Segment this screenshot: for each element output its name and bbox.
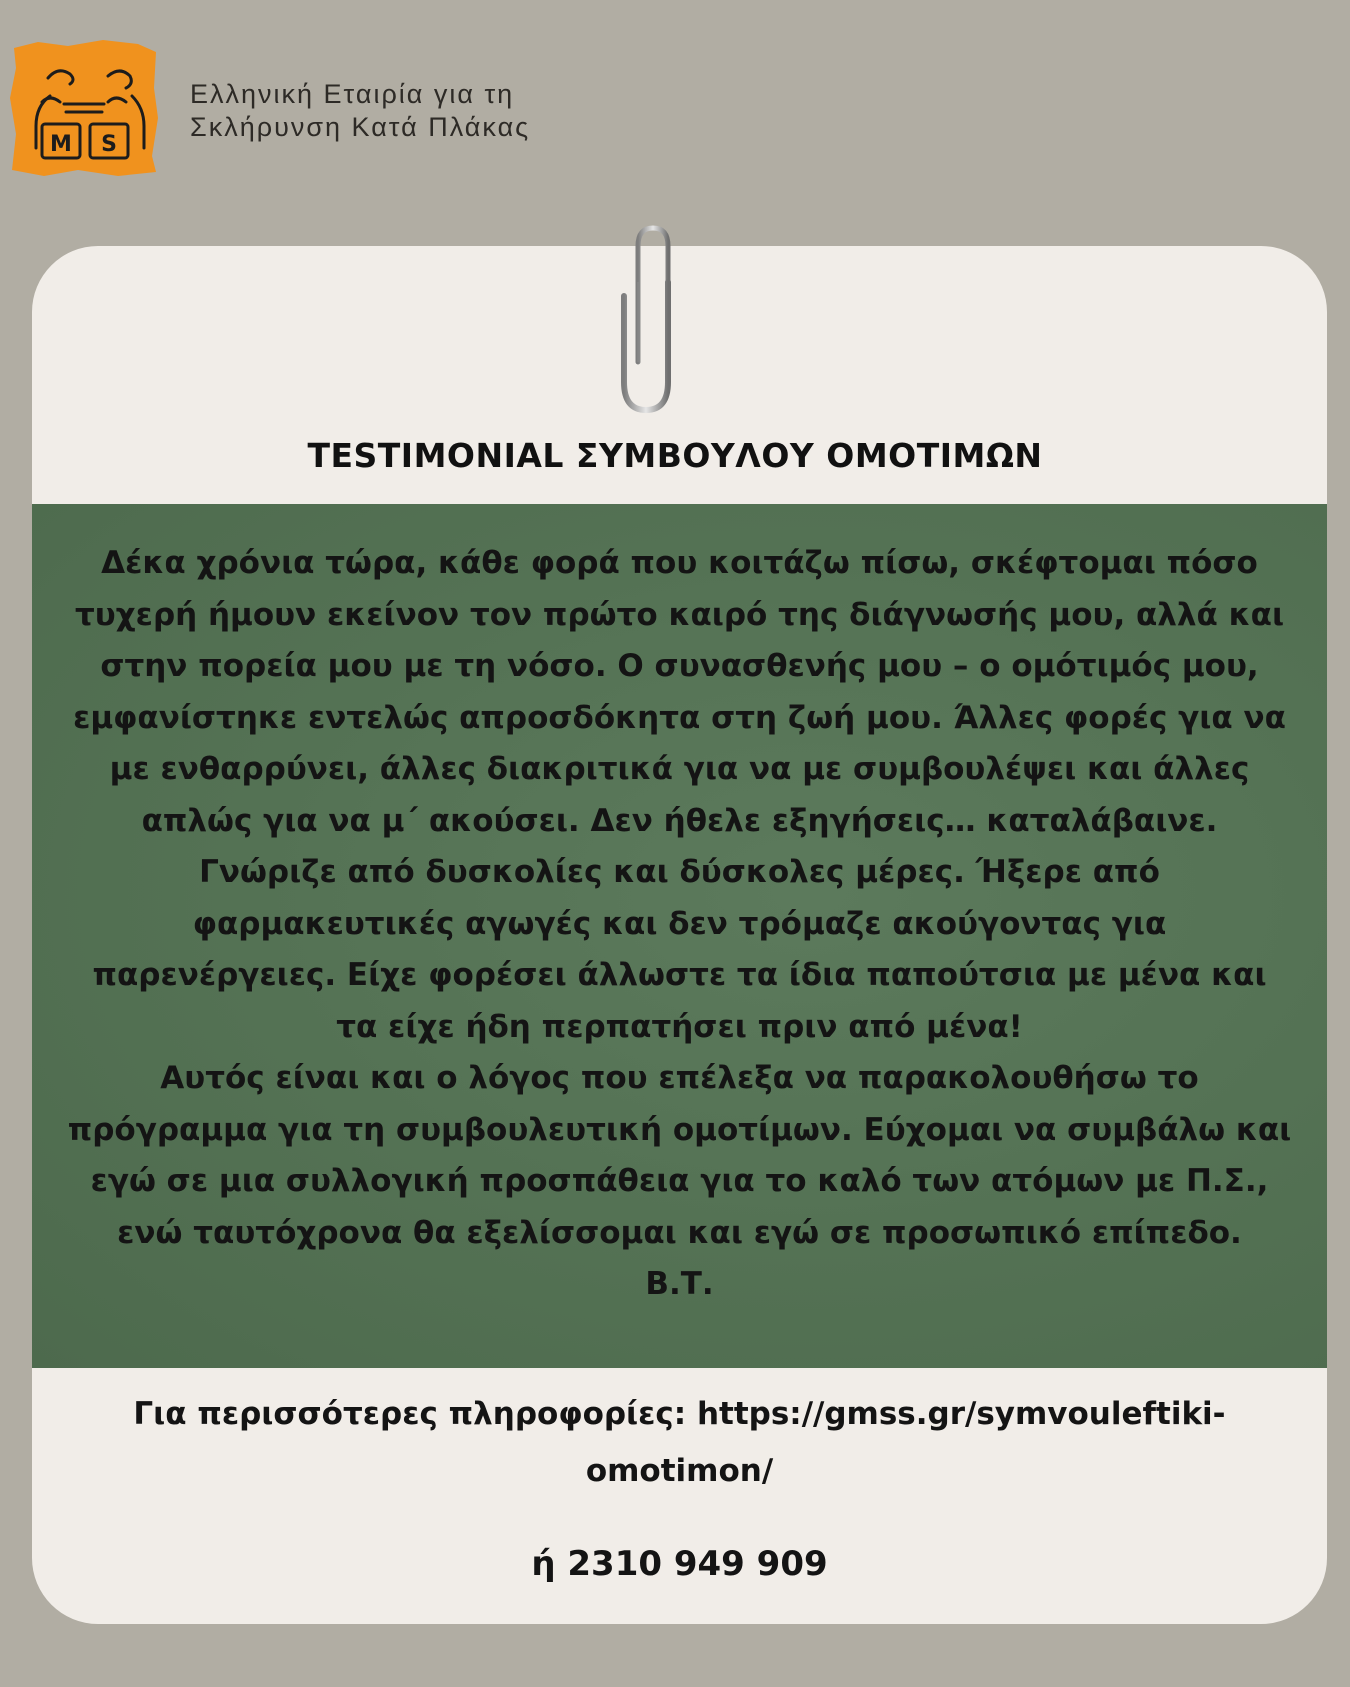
testimonial-signature: Β.Τ. <box>645 1266 714 1302</box>
testimonial-line: τυχερή ήμουν εκείνον τον πρώτο καιρό της διάγνωσής μου, αλλά και <box>74 596 1285 633</box>
logo-letter-m: M <box>50 132 72 157</box>
more-info-line-2: omotimon/ <box>585 1453 774 1489</box>
testimonial-line: ενώ ταυτόχρονα θα εξελίσσομαι και εγώ σε προσωπικό επίπεδο. <box>117 1214 1242 1251</box>
logo-letter-s: S <box>101 132 117 157</box>
testimonial-line: τα είχε ήδη περπατήσει πριν από μένα! <box>336 1008 1023 1045</box>
card-title: TESTIMONIAL ΣΥΜΒΟΥΛΟΥ ΟΜΟΤΙΜΩΝ <box>307 436 1043 475</box>
more-info <box>32 1386 1327 1500</box>
testimonial-line: Γνώριζε από δυσκολίες και δύσκολες μέρες. Ήξερε από <box>199 854 1160 890</box>
more-info-line-1: Για περισσότερες πληροφορίες: https://gmss.gr/symvouleftiki- <box>133 1396 1226 1432</box>
org-name-line-1: Ελληνική Εταιρία για τη <box>190 79 515 109</box>
gmss-logo-icon <box>8 38 160 178</box>
testimonial-line: απλώς για να μ΄ ακούσει. Δεν ήθελε εξηγήσεις… καταλάβαινε. <box>141 802 1218 839</box>
testimonial-text <box>32 538 1327 1311</box>
testimonial-line: φαρμακευτικές αγωγές και δεν τρόμαζε ακούγοντας για <box>192 905 1167 942</box>
paperclip-icon <box>616 222 690 418</box>
testimonial-line: εμφανίστηκε εντελώς απροσδόκητα στη ζωή μου. Άλλες φορές για να <box>73 699 1286 736</box>
organization-name <box>190 78 530 144</box>
testimonial-line: Αυτός είναι και ο λόγος που επέλεξα να παρακολουθήσω το <box>160 1060 1199 1096</box>
organization-logo <box>8 38 160 178</box>
testimonial-line: παρενέργειες. Είχε φορέσει άλλωστε τα ίδια παπούτσια με μένα και <box>92 957 1267 993</box>
testimonial-line: στην πορεία μου με τη νόσο. Ο συνασθενής μου – ο ομότιμός μου, <box>100 648 1259 684</box>
phone-number: ή 2310 949 909 <box>531 1544 828 1584</box>
testimonial-line: εγώ σε μια συλλογική προσπάθεια για το καλό των ατόμων με Π.Σ., <box>90 1163 1269 1199</box>
testimonial-line: με ενθαρρύνει, άλλες διακριτικά για να με συμβουλέψει και άλλες <box>109 751 1250 787</box>
org-name-line-2: Σκλήρυνση Κατά Πλάκας <box>190 112 531 142</box>
testimonial-line: Δέκα χρόνια τώρα, κάθε φορά που κοιτάζω πίσω, σκέφτομαι πόσο <box>101 545 1258 581</box>
testimonial-line: πρόγραμμα για τη συμβουλευτική ομοτίμων. Εύχομαι να συμβάλω και <box>67 1111 1292 1148</box>
